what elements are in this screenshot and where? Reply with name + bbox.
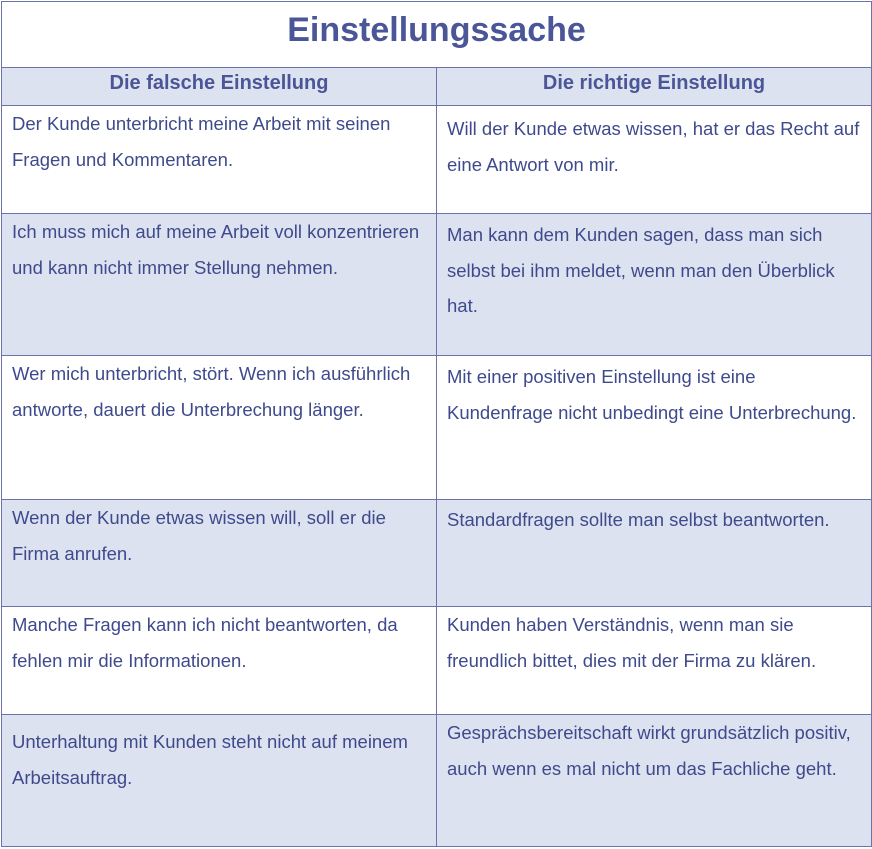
wrong-attitude-cell: Manche Fragen kann ich nicht beantworten, da fehlen mir die Informationen. [2, 607, 437, 715]
table-row [2, 715, 872, 847]
wrong-attitude-cell: Unterhaltung mit Kunden steht nicht auf meinem Arbeitsauftrag. [2, 715, 437, 847]
wrong-attitude-cell: Der Kunde unterbricht meine Arbeit mit seinen Fragen und Kommentaren. [2, 106, 437, 214]
wrong-attitude-cell: Wer mich unterbricht, stört. Wenn ich ausführlich antworte, dauert die Unterbrechung länger. [2, 356, 437, 500]
table-row [2, 356, 872, 500]
table-row [2, 106, 872, 214]
table-row [2, 500, 872, 607]
right-attitude-cell: Standardfragen sollte man selbst beantworten. [437, 500, 872, 607]
title-row [2, 2, 872, 68]
attitude-comparison-table [1, 1, 872, 847]
right-attitude-cell: Will der Kunde etwas wissen, hat er das Recht auf eine Antwort von mir. [437, 106, 872, 214]
wrong-attitude-cell: Ich muss mich auf meine Arbeit voll konzentrieren und kann nicht immer Stellung nehmen. [2, 214, 437, 356]
table-row [2, 607, 872, 715]
header-wrong-attitude: Die falsche Einstellung [2, 68, 437, 106]
right-attitude-cell: Mit einer positiven Einstellung ist eine Kundenfrage nicht unbedingt eine Unterbrechung. [437, 356, 872, 500]
header-row [2, 68, 872, 106]
table-title: Einstellungssache [2, 2, 872, 68]
wrong-attitude-cell: Wenn der Kunde etwas wissen will, soll er die Firma anrufen. [2, 500, 437, 607]
header-right-attitude: Die richtige Einstellung [437, 68, 872, 106]
right-attitude-cell: Man kann dem Kunden sagen, dass man sich selbst bei ihm meldet, wenn man den Überblick hat. [437, 214, 872, 356]
right-attitude-cell: Kunden haben Verständnis, wenn man sie freundlich bittet, dies mit der Firma zu klären. [437, 607, 872, 715]
table-row [2, 214, 872, 356]
right-attitude-cell: Gesprächsbereitschaft wirkt grundsätzlich positiv, auch wenn es mal nicht um das Fachliche geht. [437, 715, 872, 847]
